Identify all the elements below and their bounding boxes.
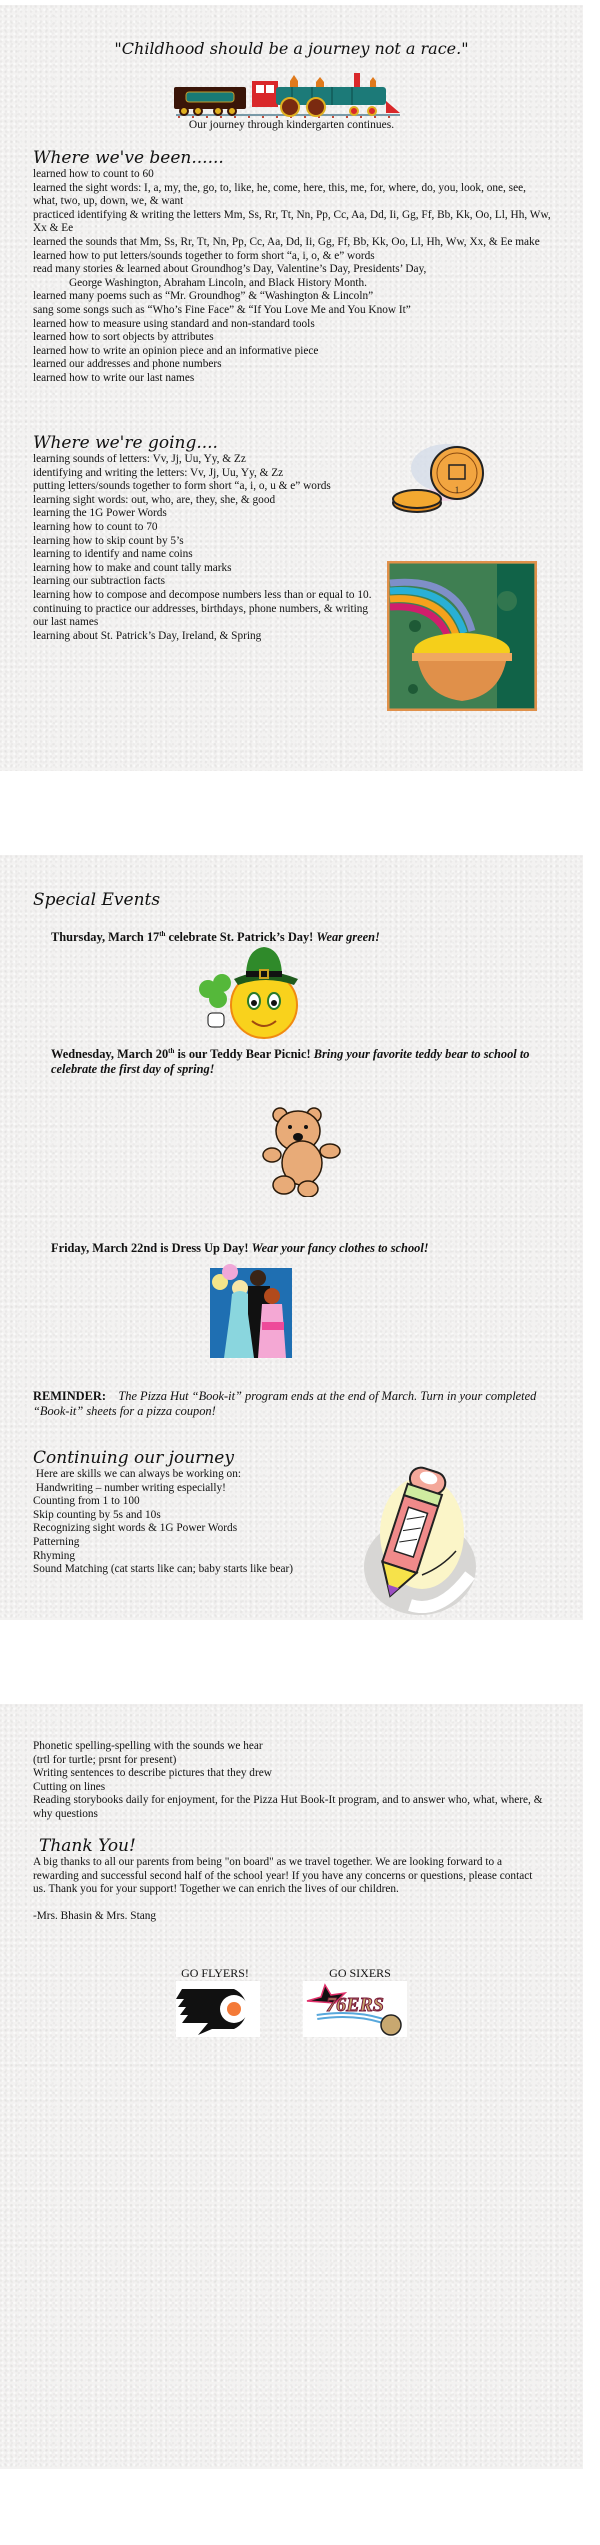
list-item: learning how to make and count tally marks xyxy=(33,561,232,574)
list-item: practiced identifying & writing the letters Mm, Ss, Rr, Tt, Nn, Pp, Cc, Aa, Dd, Ii, Gg, Ff, Bb, Kk, Oo, Ll, Hh, Ww, Xx & Ee xyxy=(33,208,551,235)
coins-icon xyxy=(387,433,487,515)
list-item: Phonetic spelling-spelling with the sounds we hear xyxy=(33,1740,263,1752)
section-continuing-journey xyxy=(33,1448,373,1577)
section-title: Continuing our journey xyxy=(33,1448,234,1468)
list-item: learning how to skip count by 5’s xyxy=(33,534,184,547)
event-dress-up-day xyxy=(51,1241,551,1256)
where-weve-been-list xyxy=(33,168,553,386)
event-teddy-bear-picnic xyxy=(51,1047,551,1077)
event-text: is Dress Up Day! xyxy=(157,1241,252,1255)
list-item: read many stories & learned about Groundhog’s Day, Valentine’s Day, Presidents’ Day, xyxy=(33,263,427,276)
steam-train-icon xyxy=(172,73,404,119)
event-emphasis: Wear green! xyxy=(316,930,380,944)
list-item: Rhyming xyxy=(33,1549,76,1562)
list-item: Handwriting – number writing especially! xyxy=(33,1481,226,1494)
newsletter-page-2 xyxy=(0,855,583,1620)
team-label-flyers: GO FLYERS! xyxy=(181,1966,249,1980)
list-item: learned the sounds that Mm, Ss, Rr, Tt, Nn, Pp, Cc, Aa, Dd, Ii, Gg, Ff, Bb, Kk, Oo, Ll, Hh, Ww, Xx, & Ee make xyxy=(33,235,540,248)
section-where-were-going xyxy=(33,433,378,643)
list-item: learning sounds of letters: Vv, Jj, Uu, Yy, & Zz xyxy=(33,453,246,465)
list-item: Recognizing sight words & 1G Power Words xyxy=(33,1522,238,1535)
list-item: learned how to write an opinion piece and an informative piece xyxy=(33,344,319,357)
reminder-note xyxy=(33,1389,543,1419)
newsletter-page-3 xyxy=(0,1704,583,2469)
pot-of-gold-rainbow-icon xyxy=(387,561,537,711)
list-item: learned how to count to 60 xyxy=(33,168,154,180)
list-item: (trtl for turtle; prsnt for present) xyxy=(33,1753,177,1766)
list-item: continuing to practice our addresses, birthdays, phone numbers, & writing our last names xyxy=(33,602,369,629)
svg-text:1: 1 xyxy=(454,485,460,495)
list-item: learned how to put letters/sounds together to form short “a, i, o, & e” words xyxy=(33,249,375,262)
list-item: learned how to write our last names xyxy=(33,371,195,384)
list-item: Writing sentences to describe pictures that they drew xyxy=(33,1767,272,1780)
teddy-bear-icon xyxy=(262,1105,342,1197)
list-item: Patterning xyxy=(33,1535,80,1548)
continuing-list xyxy=(33,1482,373,1577)
header-caption: Our journey through kindergarten continues. xyxy=(188,119,395,131)
list-item: learning our subtraction facts xyxy=(33,575,166,588)
date-suffix: th xyxy=(168,1046,175,1055)
section-title: Special Events xyxy=(33,890,161,910)
header-quote: "Childhood should be a journey not a race." xyxy=(114,39,469,58)
reminder-label: REMINDER: xyxy=(33,1389,106,1403)
newsletter-page-1 xyxy=(0,5,583,771)
list-item: George Washington, Abraham Lincoln, and Black History Month. xyxy=(69,276,367,289)
list-item: learning how to count to 70 xyxy=(33,520,158,533)
continuing-list-cont xyxy=(33,1740,543,1822)
leprechaun-smiley-icon xyxy=(196,943,308,1043)
section-title: Where we're going.... xyxy=(33,433,218,453)
signature: -Mrs. Bhasin & Mrs. Stang xyxy=(33,1909,157,1922)
list-item: Skip counting by 5s and 10s xyxy=(33,1508,161,1521)
list-item: learned our addresses and phone numbers xyxy=(33,358,222,371)
event-date: Friday, March 22nd xyxy=(51,1241,158,1255)
party-people-icon xyxy=(210,1264,292,1358)
team-label-sixers: GO SIXERS xyxy=(329,1966,391,1980)
list-item: learning to identify and name coins xyxy=(33,548,193,561)
section-title: Where we've been...... xyxy=(33,148,224,168)
list-item: Sound Matching (cat starts like can; baby starts like bear) xyxy=(33,1563,294,1576)
list-item: Counting from 1 to 100 xyxy=(33,1495,140,1508)
list-item: learned how to measure using standard and non-standard tools xyxy=(33,317,315,330)
section-thank-you xyxy=(33,1836,548,1923)
list-item: learned the sight words: I, a, my, the, go, to, like, he, come, here, this, me, for, where, do, you, look, one, see, what, two, up, down, we, & want xyxy=(33,181,526,208)
event-date: Wednesday, March 20 xyxy=(51,1047,169,1061)
list-item: learning sight words: out, who, are, they, she, & good xyxy=(33,493,276,506)
event-emphasis: Bring your favorite teddy bear to school to celebrate the first day of spring! xyxy=(51,1047,530,1076)
list-item: learning about St. Patrick’s Day, Ireland, & Spring xyxy=(33,629,262,642)
list-item: Reading storybooks daily for enjoyment, for the Pizza Hut Book-It program, and to answer who, what, where, & why questions xyxy=(33,1794,543,1820)
event-text: celebrate St. Patrick’s Day! xyxy=(165,930,317,944)
flyers-logo-icon xyxy=(176,1981,260,2037)
reminder-text: The Pizza Hut “Book-it” program ends at the end of March. Turn in your completed “Book-it” sheets for a pizza coupon! xyxy=(33,1389,537,1418)
event-date: Thursday, March 17 xyxy=(51,930,160,944)
list-item: learning how to compose and decompose numbers less than or equal to 10. xyxy=(33,588,372,601)
list-item: sang some songs such as “Who’s Fine Face” & “If You Love Me and You Know It” xyxy=(33,303,411,316)
sixers-logo-icon xyxy=(303,1981,407,2037)
list-item: learned how to sort objects by attributes xyxy=(33,331,214,344)
thank-you-message: A big thanks to all our parents from being "on board" as we travel together. We are looking forward to a rewarding and successful second half of the school year! If you have any concerns or questions, please contact us. Thank you for your support! Together we can enrich the lives of our children. xyxy=(33,1856,533,1896)
svg-text:76ERS: 76ERS xyxy=(326,1994,384,2016)
date-suffix: th xyxy=(159,929,166,938)
event-text: is our Teddy Bear Picnic! xyxy=(174,1047,314,1061)
list-item: learning the 1G Power Words xyxy=(33,507,167,520)
list-item: Cutting on lines xyxy=(33,1780,106,1793)
where-were-going-list xyxy=(33,453,378,643)
section-title: Thank You! xyxy=(39,1836,136,1856)
continuing-intro: Here are skills we can always be working on: xyxy=(33,1468,241,1480)
event-emphasis: Wear your fancy clothes to school! xyxy=(251,1241,429,1255)
list-item: identifying and writing the letters: Vv, Jj, Uu, Yy, & Zz xyxy=(33,466,284,479)
list-item: putting letters/sounds together to form short “a, i, o, u & e” words xyxy=(33,480,331,493)
list-item: learned many poems such as “Mr. Groundhog” & “Washington & Lincoln” xyxy=(33,290,374,303)
section-where-weve-been xyxy=(33,148,553,386)
pencil-icon xyxy=(350,1455,480,1620)
